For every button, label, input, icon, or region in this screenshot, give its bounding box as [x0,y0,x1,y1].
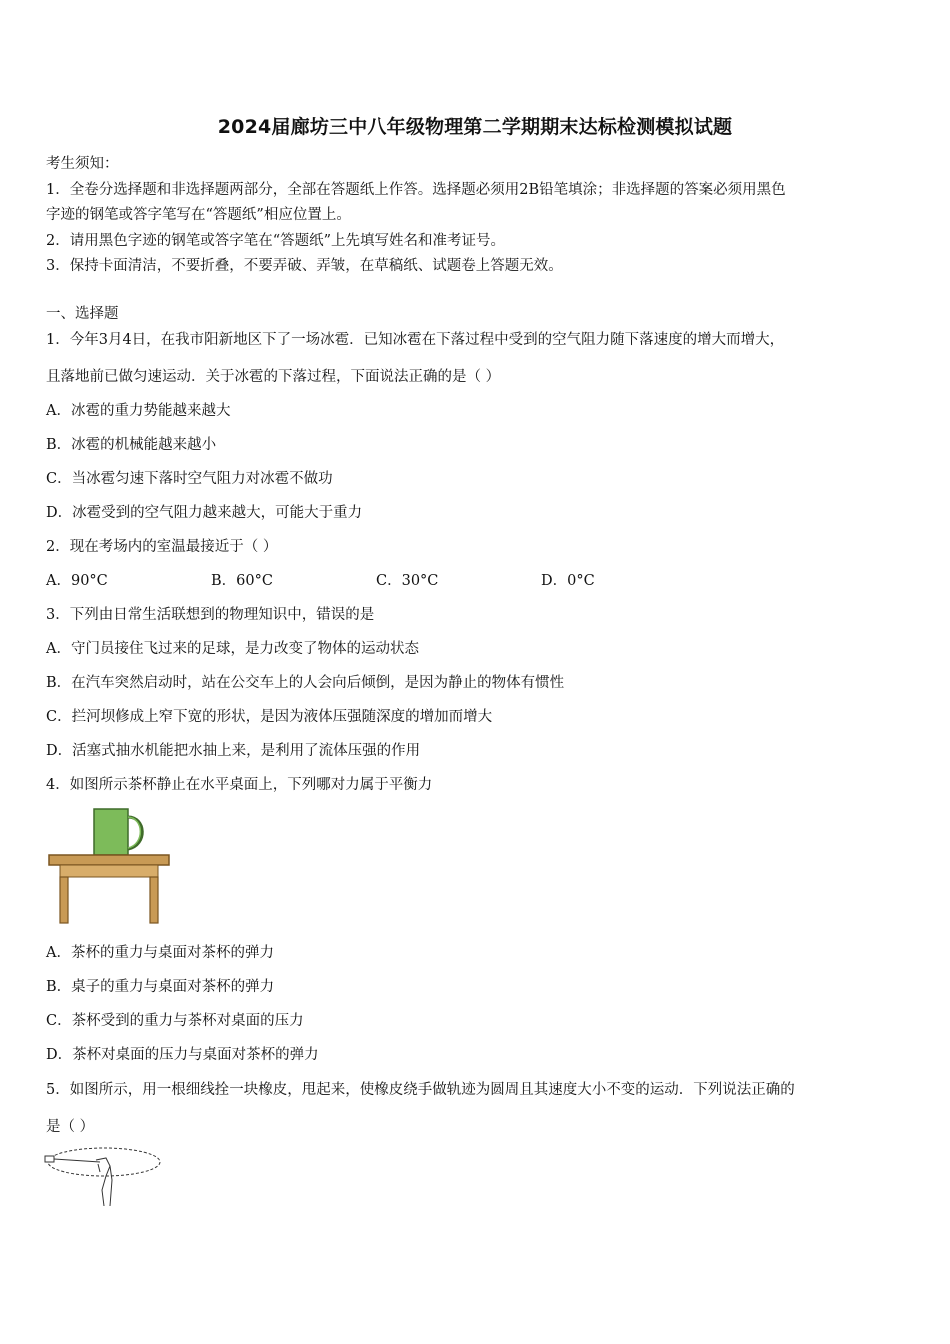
notice-item: 1．全卷分选择题和非选择题两部分，全部在答题纸上作答。选择题必须用2B铅笔填涂；非选择题的答案必须用黑色 [46,182,786,198]
table-leg [60,877,68,923]
question-2-stem: 2．现在考场内的室温最接近于（ ） [46,539,278,555]
question-2-option-c: C．30°C [376,573,439,589]
rubber-eraser [45,1156,54,1162]
page-title: 2024届廊坊三中八年级物理第二学期期末达标检测模拟试题 [217,116,733,138]
question-1-option-c: C．当冰雹匀速下落时空气阻力对冰雹不做功 [46,471,333,487]
question-3-option-a: A．守门员接住飞过来的足球，是力改变了物体的运动状态 [46,641,419,657]
question-2-options [46,569,706,590]
question-1-option-a: A．冰雹的重力势能越来越大 [46,403,231,419]
question-3-option-b: B．在汽车突然启动时，站在公交车上的人会向后倾倒，是因为静止的物体有惯性 [46,675,565,691]
notice-item: 字迹的钢笔或答字笔写在“答题纸”相应位置上。 [46,207,351,223]
question-4-option-c: C．茶杯受到的重力与茶杯对桌面的压力 [46,1013,304,1029]
question-5-stem-cont: 是（ ） [46,1119,95,1135]
string [54,1159,100,1162]
cup-on-table-figure [46,805,172,927]
hand-icon [96,1158,112,1206]
tea-cup [94,809,128,855]
section-heading: 一、选择题 [46,306,119,322]
notice-heading: 考生须知： [46,156,119,172]
circular-path [48,1148,160,1176]
question-3-option-c: C．拦河坝修成上窄下宽的形状，是因为液体压强随深度的增加而增大 [46,709,493,725]
question-4-option-b: B．桌子的重力与桌面对茶杯的弹力 [46,979,275,995]
notice-item: 2．请用黑色字迹的钢笔或答字笔在“答题纸”上先填写姓名和准考证号。 [46,233,506,249]
question-1-stem-cont: 且落地前已做匀速运动．关于冰雹的下落过程，下面说法正确的是（ ） [46,369,501,385]
question-2-option-b: B．60°C [211,573,273,589]
question-3-stem: 3．下列由日常生活联想到的物理知识中，错误的是 [46,607,375,623]
notice-item: 3．保持卡面清洁，不要折叠，不要弄破、弄皱，在草稿纸、试题卷上答题无效。 [46,258,563,274]
table-top [49,855,169,865]
question-2-option-d: D．0°C [541,573,595,589]
rubber-circular-motion-figure [44,1142,164,1210]
question-5-stem: 5．如图所示，用一根细线拴一块橡皮，甩起来，使橡皮绕手做轨迹为圆周且其速度大小不变的运动．下列说法正确的 [46,1082,795,1098]
question-2-option-a: A．90°C [46,573,108,589]
question-1-stem: 1．今年3月4日，在我市阳新地区下了一场冰雹．已知冰雹在下落过程中受到的空气阻力随下落速度的增大而增大， [46,332,785,348]
question-1-option-b: B．冰雹的机械能越来越小 [46,437,217,453]
question-3-option-d: D．活塞式抽水机能把水抽上来，是利用了流体压强的作用 [46,743,421,759]
question-4-stem: 4．如图所示茶杯静止在水平桌面上，下列哪对力属于平衡力 [46,777,433,793]
question-4-option-a: A．茶杯的重力与桌面对茶杯的弹力 [46,945,274,961]
question-1-option-d: D．冰雹受到的空气阻力越来越大，可能大于重力 [46,505,363,521]
table-leg [150,877,158,923]
question-4-option-d: D．茶杯对桌面的压力与桌面对茶杯的弹力 [46,1047,319,1063]
